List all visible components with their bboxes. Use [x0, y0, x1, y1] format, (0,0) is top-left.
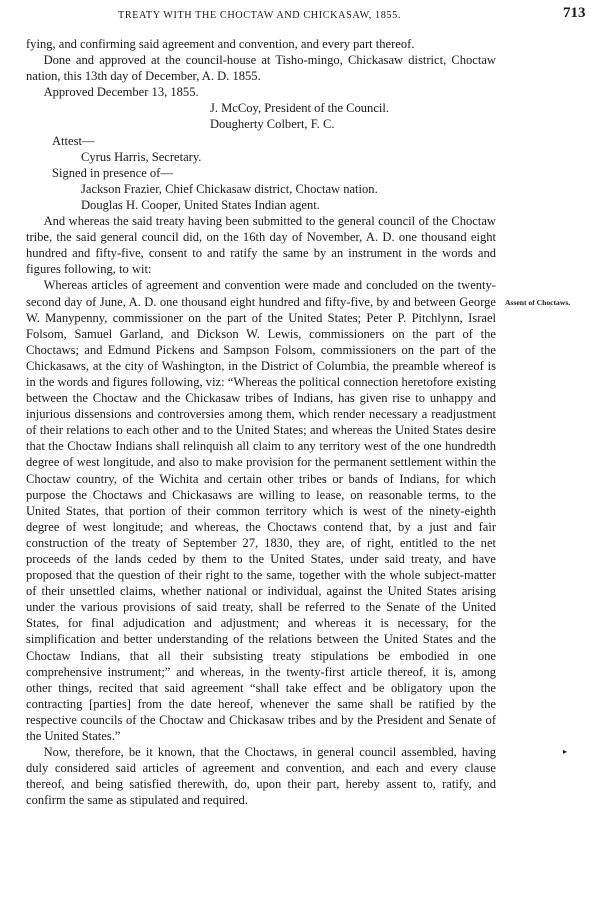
paragraph-continuation: fying, and confirming said agreement and convention, and every part thereof.: [26, 37, 415, 51]
signature-president: J. McCoy, President of the Council.: [210, 101, 390, 116]
signature-colbert: Dougherty Colbert, F. C.: [210, 117, 335, 132]
approval-date: Approved December 13, 1855.: [43, 85, 199, 100]
attest-label: Attest—: [52, 133, 95, 148]
stray-mark: ▸: [563, 747, 568, 756]
signed-presence-label: Signed in presence of—: [52, 165, 173, 180]
paragraph-done-approved: Done and approved at the council-house at Tisho-mingo, Chickasaw district, Choctaw nation, this 13th day of December, A. D. 1855.: [26, 53, 496, 84]
main-text: [26, 36, 496, 809]
attest-secretary: Cyrus Harris, Secretary.: [81, 149, 202, 164]
page-number: 713: [563, 5, 586, 21]
paragraph-whereas-treaty: And whereas the said treaty having been submitted to the general council of the Choctaw tribe, the said general council did, on the 16th day of November, A. D. one thousand eight hundred and fifty-five, consent to and ratify the same by an instrument in the words and figures following, to wit:: [26, 214, 496, 277]
witness-frazier: Jackson Frazier, Chief Chickasaw district, Choctaw nation.: [81, 181, 378, 196]
witness-cooper: Douglas H. Cooper, United States Indian agent.: [81, 197, 320, 212]
paragraph-whereas-articles: Whereas articles of agreement and convention were made and concluded on the twenty-second day of June, A. D. one thousand eight hundred and fifty-five, by and between George W. Manypenny, commissioner on the part of the United States; Peter P. Pitchlynn, Israel Folsom, Samuel Garland, and Dickson W. Lewis, commissioners on the part of the Choctaws; and Edmund Pickens and Sampson Folsom, commissioners on the part of the Chickasaws, at the city of Washington, in the District of Columbia, the preamble whereof is in the words and figures following, viz: “Whereas the political connection heretofore existing between the Choctaw and the Chickasaw tribes of Indians, has given rise to unhappy and injurious dissensions and controversies among them, which render necessary a readjustment of their relations to each other and to the United States; and whereas the United States desire that the Choctaw Indians shall relinquish all claim to any territory west of the one hundredth degree of west longitude, and also to make provision for the permanent settlement within the Choctaw country, of the Wichita and certain other tribes or bands of Indians, for which purpose the Choctaws and Chickasaws are willing to lease, on reasonable terms, to the United States, that portion of their common territory which is west of the ninety-eighth degree of west longitude; and whereas, the Choctaws contend that, by a just and fair construction of the treaty of September 27, 1830, they are, of right, entitled to the net proceeds of the lands ceded by them to the United States, under said treaty, and have proposed that the question of their right to the same, together with the whole subject-matter of their unsettled claims, whether national or individual, against the United States arising under the various provisions of said treaty, shall be referred to the Senate of the United States, for final adjudication and adjustment; and whereas it is necessary, for the simplification and better understanding of the relations between the United States and the Choctaw Indians, that all their subsisting treaty stipulations be embodied in one comprehensive instrument;” and whereas, in the twenty-first article thereof, it is, among other things, recited that said agreement “shall take effect and be obligatory upon the contracting [parties] from the date hereof, whenever the same shall be ratified by the respective councils of the Choctaw and Chickasaw tribes and by the President and Senate of the United States.”: [26, 278, 496, 744]
running-head: TREATY WITH THE CHOCTAW AND CHICKASAW, 1855.: [118, 10, 401, 21]
margin-note: Assent of Choctaws.: [505, 298, 571, 307]
paragraph-now-therefore: Now, therefore, be it known, that the Choctaws, in general council assembled, having duly considered said articles of agreement and convention, and each and every clause thereof, and being satisfied therewith, do, upon their part, hereby assent to, ratify, and confirm the same as stipulated and required.: [26, 745, 496, 808]
